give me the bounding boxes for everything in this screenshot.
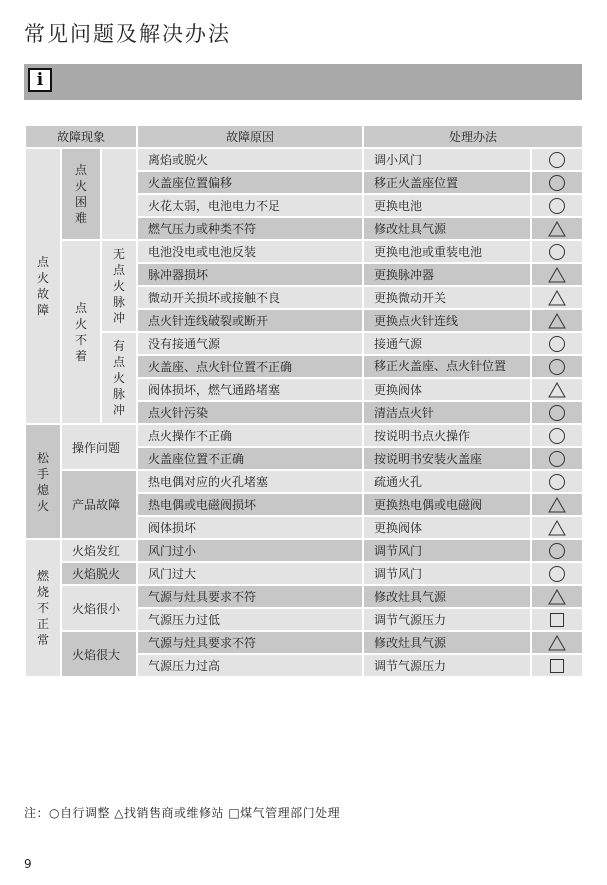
solution-cell: 更换电池: [363, 194, 531, 217]
cause-cell: 火盖座、点火针位置不正确: [137, 355, 363, 378]
cause-cell: 火花太弱，电池电力不足: [137, 194, 363, 217]
triangle-icon: [548, 221, 566, 237]
group-abnormal-burn: 燃烧不正常: [25, 539, 61, 677]
triangle-icon: [548, 267, 566, 283]
page-number: 9: [24, 857, 32, 871]
solution-cell: 更换微动开关: [363, 286, 531, 309]
table-row: [25, 470, 583, 493]
group-release-off: 松手熄火: [25, 424, 61, 539]
info-banner: [24, 64, 582, 100]
circle-icon: [549, 543, 565, 559]
triangle-icon: [548, 313, 566, 329]
symbol-cell: [531, 608, 583, 631]
symbol-cell: [531, 424, 583, 447]
group-product-fault: 产品故障: [61, 470, 137, 539]
cause-cell: 点火针污染: [137, 401, 363, 424]
circle-icon: [549, 428, 565, 444]
circle-icon: [549, 566, 565, 582]
solution-cell: 移正火盖座位置: [363, 171, 531, 194]
solution-cell: 按说明书点火操作: [363, 424, 531, 447]
circle-icon: [549, 451, 565, 467]
circle-icon: [549, 336, 565, 352]
symbol-cell: [531, 447, 583, 470]
triangle-icon: [548, 382, 566, 398]
solution-cell: 调节风门: [363, 562, 531, 585]
symbol-cell: [531, 516, 583, 539]
triangle-icon: [548, 589, 566, 605]
blank-cell: [101, 148, 137, 240]
cause-cell: 气源压力过高: [137, 654, 363, 677]
circle-icon: [549, 152, 565, 168]
group-flame-small: 火焰很小: [61, 585, 137, 631]
group-operation-issue: 操作问题: [61, 424, 137, 470]
square-icon: [550, 613, 564, 627]
symbol-cell: [531, 332, 583, 355]
circle-icon: [549, 244, 565, 260]
symbol-cell: [531, 194, 583, 217]
circle-icon: [549, 198, 565, 214]
triangle-icon: [548, 497, 566, 513]
circle-icon: [549, 474, 565, 490]
cause-cell: 火盖座位置偏移: [137, 171, 363, 194]
symbol-cell: [531, 539, 583, 562]
cause-cell: 没有接通气源: [137, 332, 363, 355]
solution-cell: 修改灶具气源: [363, 217, 531, 240]
symbol-cell: [531, 585, 583, 608]
symbol-cell: [531, 286, 583, 309]
symbol-cell: [531, 493, 583, 516]
table-row: [25, 332, 583, 355]
symbol-cell: [531, 355, 583, 378]
solution-cell: 调节风门: [363, 539, 531, 562]
triangle-icon: [548, 520, 566, 536]
symbol-cell: [531, 401, 583, 424]
troubleshooting-table: [24, 124, 584, 678]
circle-icon: [549, 175, 565, 191]
symbol-cell: [531, 148, 583, 171]
symbol-cell: [531, 263, 583, 286]
table-row: [25, 424, 583, 447]
symbol-cell: [531, 309, 583, 332]
cause-cell: 风门过小: [137, 539, 363, 562]
solution-cell: 修改灶具气源: [363, 585, 531, 608]
table-row: [25, 585, 583, 608]
info-icon: i: [28, 68, 52, 92]
triangle-icon: [548, 635, 566, 651]
group-flame-large: 火焰很大: [61, 631, 137, 677]
symbol-cell: [531, 240, 583, 263]
table-row: [25, 240, 583, 263]
header-symptom: 故障现象: [25, 125, 137, 148]
group-flame-red: 火焰发红: [61, 539, 137, 562]
solution-cell: 疏通火孔: [363, 470, 531, 493]
solution-cell: 修改灶具气源: [363, 631, 531, 654]
cause-cell: 离焰或脱火: [137, 148, 363, 171]
solution-cell: 更换阀体: [363, 516, 531, 539]
group-no-pulse: 无点火脉冲: [101, 240, 137, 332]
cause-cell: 燃气压力或种类不符: [137, 217, 363, 240]
symbol-cell: [531, 562, 583, 585]
group-has-pulse: 有点火脉冲: [101, 332, 137, 424]
solution-cell: 调节气源压力: [363, 608, 531, 631]
cause-cell: 气源与灶具要求不符: [137, 585, 363, 608]
square-icon: [550, 659, 564, 673]
cause-cell: 点火操作不正确: [137, 424, 363, 447]
cause-cell: 点火针连线破裂或断开: [137, 309, 363, 332]
cause-cell: 电池没电或电池反装: [137, 240, 363, 263]
cause-cell: 热电偶对应的火孔堵塞: [137, 470, 363, 493]
cause-cell: 风门过大: [137, 562, 363, 585]
cause-cell: 脉冲器损坏: [137, 263, 363, 286]
table-row: [25, 631, 583, 654]
solution-cell: 接通气源: [363, 332, 531, 355]
group-not-lit: 点火不着: [61, 240, 101, 424]
circle-icon: [549, 359, 565, 375]
group-ignition-fail: 点火故障: [25, 148, 61, 424]
symbol-cell: [531, 470, 583, 493]
solution-cell: 调节气源压力: [363, 654, 531, 677]
cause-cell: 阀体损坏: [137, 516, 363, 539]
cause-cell: 气源压力过低: [137, 608, 363, 631]
cause-cell: 微动开关损坏或接触不良: [137, 286, 363, 309]
legend-note: 注：○自行调整 △找销售商或维修站 □煤气管理部门处理: [24, 806, 341, 820]
solution-cell: 更换脉冲器: [363, 263, 531, 286]
solution-cell: 更换热电偶或电磁阀: [363, 493, 531, 516]
solution-cell: 更换阀体: [363, 378, 531, 401]
solution-cell: 清洁点火针: [363, 401, 531, 424]
solution-cell: 更换点火针连线: [363, 309, 531, 332]
solution-cell: 更换电池或重装电池: [363, 240, 531, 263]
header-solution: 处理办法: [363, 125, 583, 148]
group-ignition-difficult: 点火困难: [61, 148, 101, 240]
table-header-row: [25, 125, 583, 148]
symbol-cell: [531, 654, 583, 677]
solution-cell: 调小风门: [363, 148, 531, 171]
symbol-cell: [531, 631, 583, 654]
circle-icon: [549, 405, 565, 421]
cause-cell: 阀体损坏，燃气通路堵塞: [137, 378, 363, 401]
symbol-cell: [531, 171, 583, 194]
table-row: [25, 562, 583, 585]
cause-cell: 火盖座位置不正确: [137, 447, 363, 470]
table-row: [25, 539, 583, 562]
page-title: 常见问题及解决办法: [24, 22, 231, 46]
cause-cell: 热电偶或电磁阀损坏: [137, 493, 363, 516]
table-row: [25, 148, 583, 171]
solution-cell: 按说明书安装火盖座: [363, 447, 531, 470]
solution-cell: 移正火盖座、点火针位置: [363, 355, 531, 378]
cause-cell: 气源与灶具要求不符: [137, 631, 363, 654]
triangle-icon: [548, 290, 566, 306]
group-flame-lift: 火焰脱火: [61, 562, 137, 585]
symbol-cell: [531, 378, 583, 401]
symbol-cell: [531, 217, 583, 240]
header-cause: 故障原因: [137, 125, 363, 148]
